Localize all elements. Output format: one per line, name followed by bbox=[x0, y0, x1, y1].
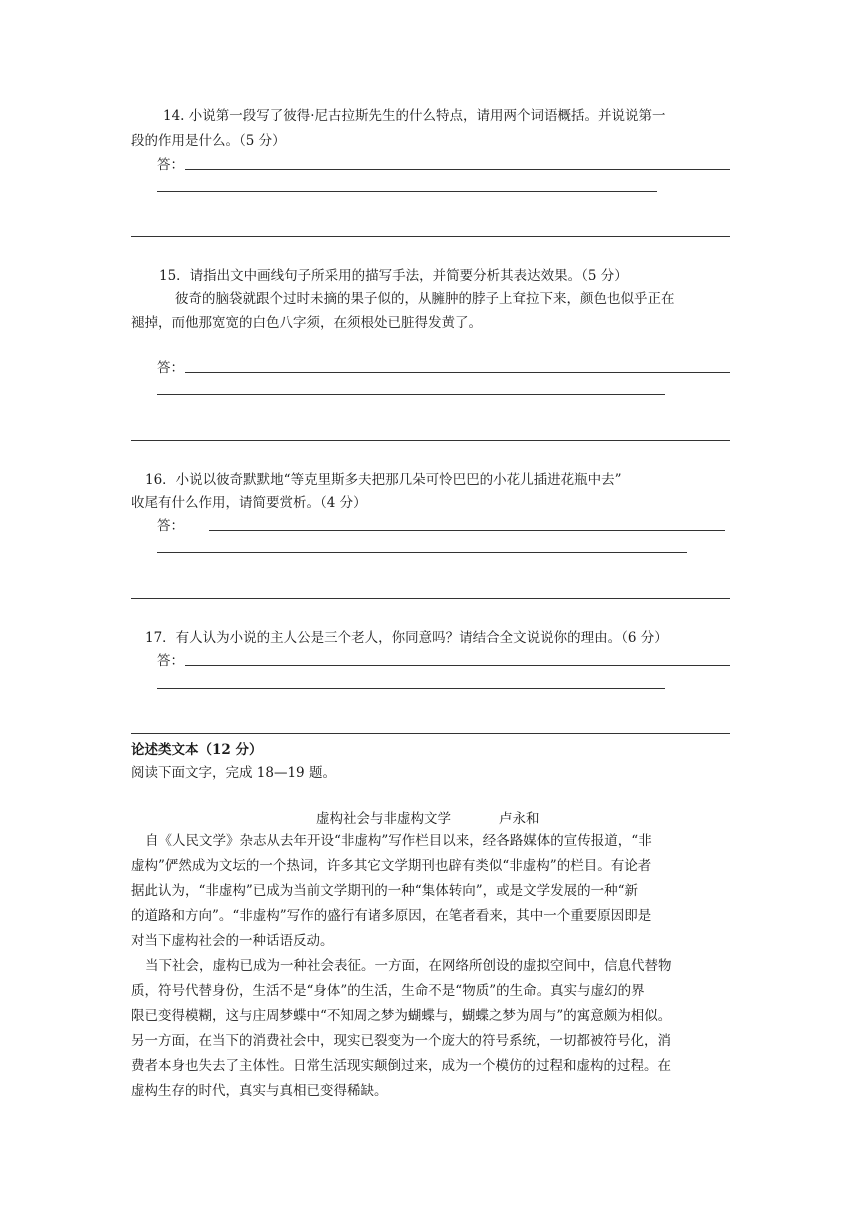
q16-answer-label: 答： bbox=[157, 518, 184, 534]
q14-answer-line-1[interactable] bbox=[185, 169, 730, 170]
section-heading: 论述类文本（12 分） bbox=[131, 742, 263, 758]
para1-line: 自《人民文学》杂志从去年开设“非虚构”写作栏目以来，经各路媒体的宣传报道，“非 bbox=[145, 833, 652, 849]
para2-line: 虚构生存的时代，真实与真相已变得稀缺。 bbox=[131, 1083, 388, 1099]
q16-line2: 收尾有什么作用，请简要赏析。（4 分） bbox=[131, 495, 367, 511]
q17-line1: 17．有人认为小说的主人公是三个老人，你同意吗？请结合全文说说你的理由。（6 分） bbox=[145, 630, 668, 646]
q14-divider bbox=[131, 236, 730, 237]
para2-line: 另一方面，在当下的消费社会中，现实已裂变为一个庞大的符号系统，一切都被符号化，消 bbox=[131, 1033, 671, 1049]
q17-answer-line-1[interactable] bbox=[185, 665, 730, 666]
para1-line: 虚构”俨然成为文坛的一个热词，许多其它文学期刊也辟有类似“非虚构”的栏目。有论者 bbox=[131, 858, 652, 874]
q17-divider bbox=[131, 733, 730, 734]
q15-line1: 15．请指出文中画线句子所采用的描写手法，并简要分析其表达效果。（5 分） bbox=[159, 268, 628, 284]
q14-line1: 14. 小说第一段写了彼得·尼古拉斯先生的什么特点，请用两个词语概括。并说说第一 bbox=[163, 108, 666, 124]
q15-quote-line1: 彼奇的脑袋就跟个过时未摘的果子似的，从臃肿的脖子上耷拉下来，颜色也似乎正在 bbox=[175, 291, 675, 307]
q17-answer-line-2[interactable] bbox=[157, 688, 665, 689]
para2-line: 当下社会，虚构已成为一种社会表征。一方面，在网络所创设的虚拟空间中，信息代替物 bbox=[145, 958, 672, 974]
q15-answer-line-1[interactable] bbox=[185, 372, 730, 373]
q15-divider bbox=[131, 440, 730, 441]
para2-line: 限已变得模糊，这与庄周梦蝶中“不知周之梦为蝴蝶与，蝴蝶之梦为周与”的寓意颇为相似。 bbox=[131, 1008, 672, 1024]
q17-answer-label: 答： bbox=[157, 653, 184, 669]
q15-answer-line-2[interactable] bbox=[157, 394, 665, 395]
q15-answer-label: 答： bbox=[157, 360, 184, 376]
q14-answer-label: 答： bbox=[157, 157, 184, 173]
article-title: 虚构社会与非虚构文学 bbox=[316, 811, 451, 827]
q16-line1: 16．小说以彼奇默默地“等克里斯多夫把那几朵可怜巴巴的小花儿插进花瓶中去” bbox=[145, 472, 622, 488]
para1-line: 的道路和方向”。“非虚构”写作的盛行有诸多原因，在笔者看来，其中一个重要原因即是 bbox=[131, 908, 652, 924]
para2-line: 质，符号代替身份，生活不是“身体”的生活，生命不是“物质”的生命。真实与虚幻的界 bbox=[131, 983, 645, 999]
q16-answer-line-1[interactable] bbox=[209, 530, 725, 531]
q14-answer-line-2[interactable] bbox=[157, 191, 657, 192]
para2-line: 费者本身也失去了主体性。日常生活现实颠倒过来，成为一个模仿的过程和虚构的过程。在 bbox=[131, 1058, 671, 1074]
para1-line: 对当下虚构社会的一种话语反动。 bbox=[131, 933, 334, 949]
section-instruction: 阅读下面文字，完成 18—19 题。 bbox=[131, 765, 336, 781]
q16-answer-line-2[interactable] bbox=[157, 552, 687, 553]
article-author: 卢永和 bbox=[499, 811, 540, 827]
para1-line: 据此认为，“非虚构”已成为当前文学期刊的一种“集体转向”，或是文学发展的一种“新 bbox=[131, 883, 639, 899]
q14-line2: 段的作用是什么。（5 分） bbox=[131, 133, 286, 149]
q15-quote-line2: 褪掉，而他那宽宽的白色八字须，在须根处已脏得发黄了。 bbox=[131, 315, 482, 331]
q16-divider bbox=[131, 598, 730, 599]
